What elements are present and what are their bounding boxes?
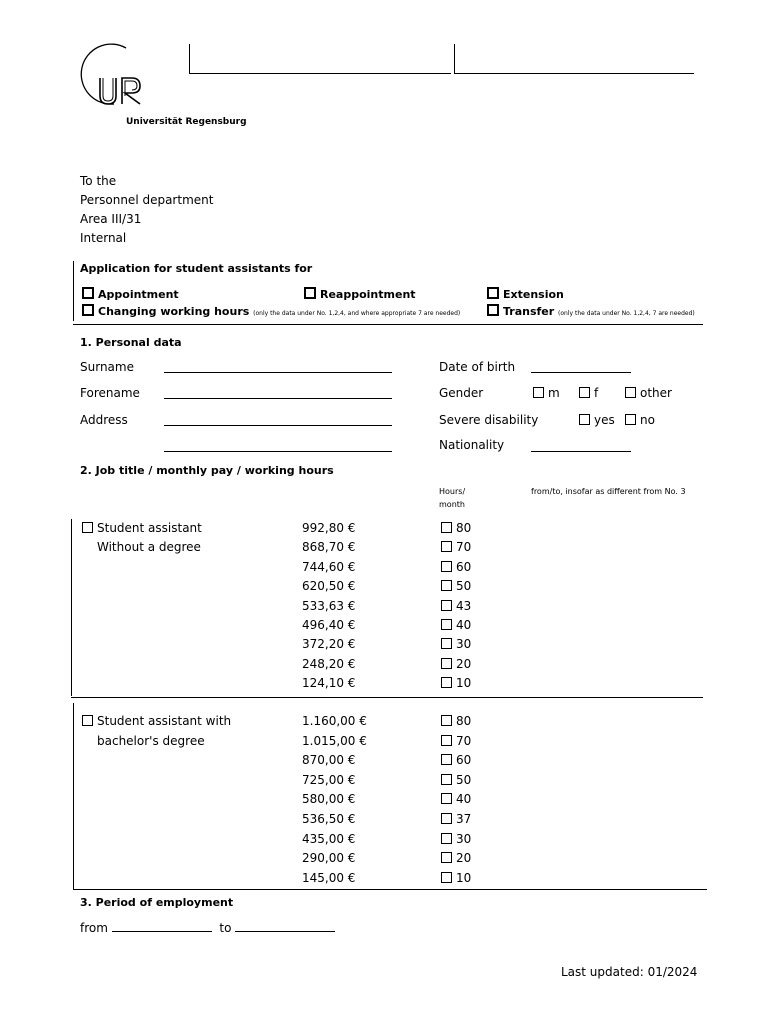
address-field-2[interactable] <box>164 451 392 452</box>
header-line-1 <box>189 73 451 74</box>
dob-label: Date of birth <box>439 360 516 374</box>
pay-value: 290,00 € <box>302 851 356 866</box>
checkbox-icon[interactable] <box>441 619 452 630</box>
hours-option[interactable] <box>441 637 471 651</box>
hours-option[interactable] <box>441 676 471 690</box>
checkbox-icon[interactable] <box>625 387 636 398</box>
period-from-label: from <box>80 921 108 935</box>
option-extension[interactable] <box>487 287 564 301</box>
group1-label-1: Student assistant <box>97 521 202 535</box>
gender-other[interactable] <box>625 386 672 400</box>
group1-option[interactable] <box>82 521 202 535</box>
option-reappointment[interactable] <box>304 287 416 301</box>
hours-value: 80 <box>456 714 472 728</box>
checkbox-icon[interactable] <box>533 387 544 398</box>
gender-label: Gender <box>439 386 484 400</box>
pay-value: 536,50 € <box>302 812 356 826</box>
option-label: Transfer <box>503 305 555 318</box>
job-heading: 2. Job title / monthly pay / working hours <box>80 464 334 477</box>
hours-option[interactable] <box>441 792 471 806</box>
disability-label: Severe disability <box>439 413 539 427</box>
hours-value: 40 <box>456 792 472 807</box>
pay-value: 580,00 € <box>302 792 356 807</box>
address-line-2: Personnel department <box>80 193 214 207</box>
hours-option[interactable] <box>441 560 471 574</box>
checkbox-icon[interactable] <box>82 304 94 316</box>
nationality-label: Nationality <box>439 438 505 452</box>
pay-value: 1.160,00 € <box>302 714 367 728</box>
header-divider-1 <box>189 44 190 74</box>
address-line-4: Internal <box>80 231 127 245</box>
hours-header-2: month <box>439 500 465 509</box>
checkbox-icon[interactable] <box>579 414 590 425</box>
address-label: Address <box>80 413 128 427</box>
gender-f-label: f <box>594 386 599 400</box>
hours-option[interactable] <box>441 734 471 748</box>
pay-value: 870,00 € <box>302 753 356 768</box>
hours-option[interactable] <box>441 832 471 846</box>
period-heading: 3. Period of employment <box>80 896 234 909</box>
hours-option[interactable] <box>441 871 471 885</box>
disability-no[interactable] <box>625 413 655 427</box>
hours-value: 50 <box>456 772 472 787</box>
forename-label: Forename <box>80 386 140 400</box>
pay-value: 868,70 € <box>302 540 356 555</box>
group1-label-2: Without a degree <box>97 540 201 554</box>
checkbox-icon[interactable] <box>441 754 452 765</box>
gender-f[interactable] <box>579 386 598 400</box>
hours-option[interactable] <box>441 521 471 535</box>
nationality-field[interactable] <box>531 451 631 452</box>
group1-bracket <box>71 519 72 696</box>
separator-1 <box>73 324 703 325</box>
group2-label-1: Student assistant with <box>97 714 232 728</box>
hours-option[interactable] <box>441 618 471 632</box>
address-line-1: To the <box>80 174 117 188</box>
checkbox-icon[interactable] <box>441 522 452 533</box>
hours-option[interactable] <box>441 540 471 554</box>
checkbox-icon[interactable] <box>441 561 452 572</box>
option-label: Reappointment <box>320 288 416 301</box>
option-transfer[interactable] <box>487 304 695 318</box>
pay-value: 744,60 € <box>302 559 356 574</box>
checkbox-icon[interactable] <box>441 541 452 552</box>
pay-value: 1.015,00 € <box>302 733 367 748</box>
pay-value: 533,63 € <box>302 598 356 613</box>
disability-yes-label: yes <box>594 413 615 427</box>
hours-option[interactable] <box>441 599 471 613</box>
disability-yes[interactable] <box>579 413 615 427</box>
checkbox-icon[interactable] <box>304 287 316 299</box>
checkbox-icon[interactable] <box>487 304 499 316</box>
checkbox-icon[interactable] <box>82 522 93 533</box>
hours-value: 10 <box>456 870 472 885</box>
checkbox-icon[interactable] <box>441 793 452 804</box>
group2-bracket <box>73 703 74 889</box>
last-updated: Last updated: 01/2024 <box>561 965 698 979</box>
application-bracket <box>73 261 74 321</box>
checkbox-icon[interactable] <box>579 387 590 398</box>
checkbox-icon[interactable] <box>441 872 452 883</box>
hours-value: 40 <box>456 618 472 632</box>
checkbox-icon[interactable] <box>82 715 93 726</box>
hours-value: 20 <box>456 656 472 671</box>
period-from-field[interactable] <box>112 931 212 932</box>
checkbox-icon[interactable] <box>441 600 452 611</box>
hours-value: 10 <box>456 676 472 691</box>
period-to-label: to <box>219 921 232 935</box>
option-changing-hours[interactable] <box>82 304 460 318</box>
option-note: (only the data under No. 1,2,4, 7 are needed) <box>558 310 695 317</box>
pay-value: 496,40 € <box>302 618 356 632</box>
checkbox-icon[interactable] <box>441 638 452 649</box>
option-label: Extension <box>503 288 564 301</box>
dob-field[interactable] <box>531 372 631 373</box>
checkbox-icon[interactable] <box>441 580 452 591</box>
hours-option[interactable] <box>441 812 471 826</box>
forename-field[interactable] <box>164 398 392 399</box>
group2-option[interactable] <box>82 714 231 728</box>
separator-3 <box>73 889 707 890</box>
hours-header-1: Hours/ <box>439 487 466 496</box>
option-label: Appointment <box>98 288 179 301</box>
hours-option[interactable] <box>441 773 471 787</box>
university-name: Universität Regensburg <box>126 117 247 127</box>
surname-label: Surname <box>80 360 134 374</box>
hours-value: 37 <box>456 812 472 826</box>
checkbox-icon[interactable] <box>441 715 452 726</box>
fromto-header: from/to, insofar as different from No. 3 <box>531 487 686 496</box>
pay-value: 620,50 € <box>302 579 356 594</box>
option-note: (only the data under No. 1,2,4, and where appropriate 7 are needed) <box>253 310 461 317</box>
pay-value: 145,00 € <box>302 870 356 885</box>
hours-option[interactable] <box>441 851 471 865</box>
checkbox-icon[interactable] <box>441 833 452 844</box>
disability-no-label: no <box>640 413 655 427</box>
hours-value: 70 <box>456 733 472 748</box>
checkbox-icon[interactable] <box>82 287 94 299</box>
pay-value: 372,20 € <box>302 637 356 652</box>
checkbox-icon[interactable] <box>441 774 452 785</box>
checkbox-icon[interactable] <box>441 658 452 669</box>
gender-m[interactable] <box>533 386 560 400</box>
hours-option[interactable] <box>441 714 471 728</box>
address-line-3: Area III/31 <box>80 212 142 226</box>
header-divider-2 <box>454 44 455 74</box>
address-field-1[interactable] <box>164 425 392 426</box>
pay-value: 248,20 € <box>302 656 356 671</box>
checkbox-icon[interactable] <box>441 852 452 863</box>
gender-m-label: m <box>548 386 560 400</box>
period-to-field[interactable] <box>235 931 335 932</box>
separator-2 <box>71 697 703 698</box>
checkbox-icon[interactable] <box>441 735 452 746</box>
pay-value: 435,00 € <box>302 831 356 846</box>
checkbox-icon[interactable] <box>441 677 452 688</box>
option-label: Changing working hours <box>98 305 250 318</box>
pay-value: 124,10 € <box>302 676 356 691</box>
hours-value: 70 <box>456 540 472 555</box>
hours-value: 30 <box>456 637 472 652</box>
hours-value: 60 <box>456 753 472 768</box>
pay-value: 992,80 € <box>302 521 356 535</box>
application-title: Application for student assistants for <box>80 262 313 275</box>
group2-label-2: bachelor's degree <box>97 734 205 748</box>
pay-value: 725,00 € <box>302 772 356 787</box>
hours-value: 30 <box>456 831 472 846</box>
header-line-2 <box>454 73 694 74</box>
option-appointment[interactable] <box>82 287 179 301</box>
checkbox-icon[interactable] <box>625 414 636 425</box>
period-row <box>80 921 335 935</box>
surname-field[interactable] <box>164 372 392 373</box>
hours-value: 80 <box>456 521 472 535</box>
checkbox-icon[interactable] <box>441 813 452 824</box>
hours-value: 60 <box>456 559 472 574</box>
university-logo <box>70 40 175 108</box>
hours-option[interactable] <box>441 579 471 593</box>
hours-option[interactable] <box>441 753 471 767</box>
gender-other-label: other <box>640 386 672 400</box>
checkbox-icon[interactable] <box>487 287 499 299</box>
hours-value: 50 <box>456 579 472 594</box>
hours-value: 43 <box>456 598 472 613</box>
hours-option[interactable] <box>441 657 471 671</box>
personal-heading: 1. Personal data <box>80 336 182 349</box>
hours-value: 20 <box>456 851 472 866</box>
